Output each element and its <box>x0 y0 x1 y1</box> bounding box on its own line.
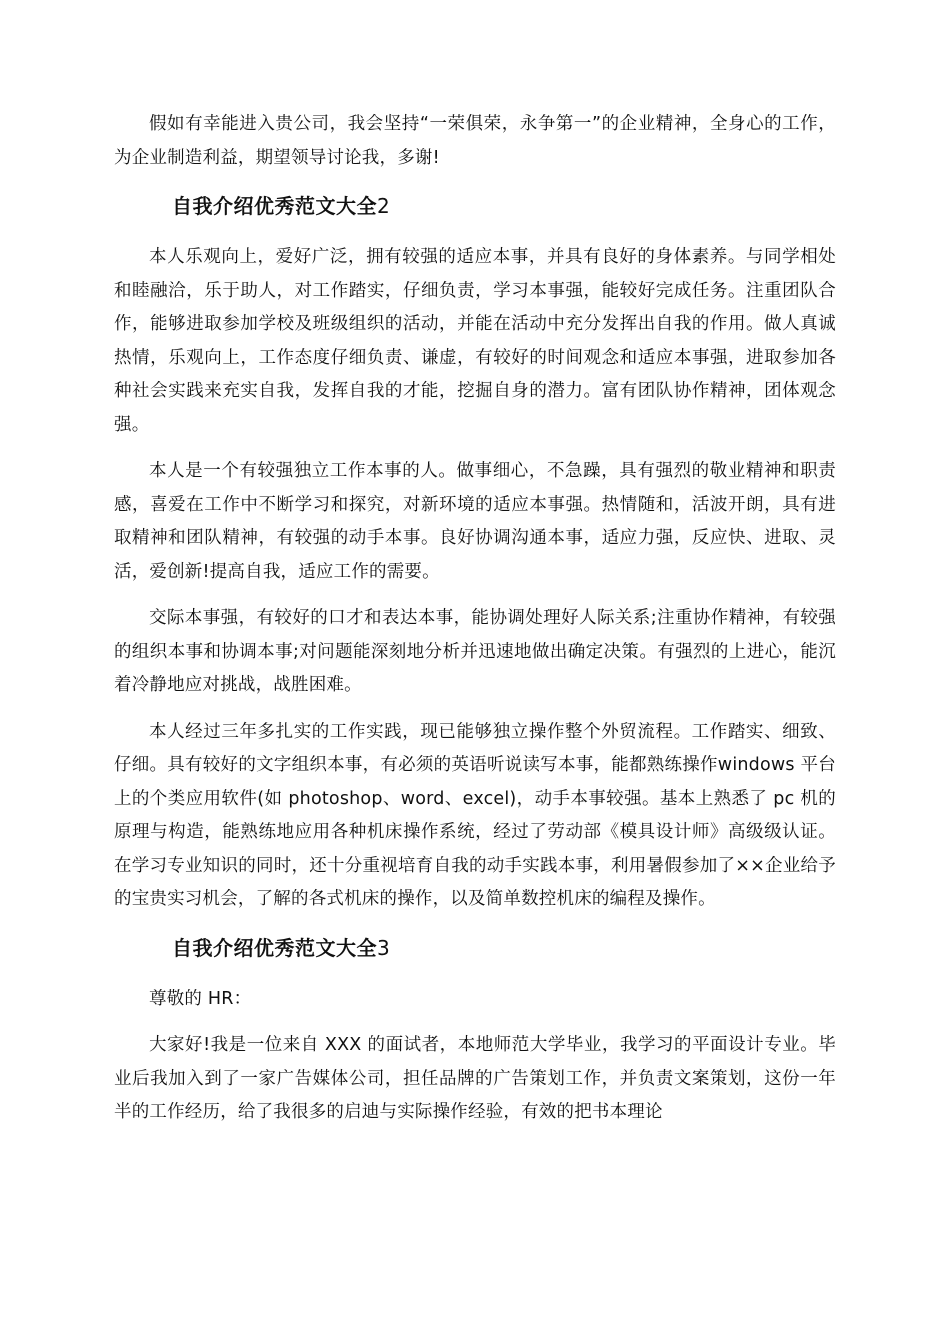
section-2-number: 2 <box>377 194 391 218</box>
intro-closing-paragraph: 假如有幸能进入贵公司，我会坚持“一荣俱荣，永争第一”的企业精神，全身心的工作，为企业制造利益，期望领导讨论我，多谢! <box>114 114 836 168</box>
section-2-heading <box>114 188 836 224</box>
section-3-heading <box>114 930 836 966</box>
section-2-title: 自我介绍优秀范文大全 <box>172 194 377 218</box>
section-2-paragraph-3: 交际本事强，有较好的口才和表达本事，能协调处理好人际关系;注重协作精神，有较强的组织本事和协调本事;对问题能深刻地分析并迅速地做出确定决策。有强烈的上进心，能沉着冷静地应对挑战，战胜困难。 <box>114 608 836 695</box>
document-page <box>114 108 836 1143</box>
section-2-paragraph-1: 本人乐观向上，爱好广泛，拥有较强的适应本事，并具有良好的身体素养。与同学相处和睦融洽，乐于助人，对工作踏实，仔细负责，学习本事强，能较好完成任务。注重团队合作，能够进取参加学校及班级组织的活动，并能在活动中充分发挥出自我的作用。做人真诚热情，乐观向上，工作态度仔细负责、谦虚，有较好的时间观念和适应本事强，进取参加各种社会实践来充实自我，发挥自我的才能，挖掘自身的潜力。富有团队协作精神，团体观念强。 <box>114 247 836 435</box>
section-3-salutation: 尊敬的 HR： <box>149 988 252 1009</box>
section-2-paragraph-2: 本人是一个有较强独立工作本事的人。做事细心，不急躁，具有强烈的敬业精神和职责感，喜爱在工作中不断学习和探究，对新环境的适应本事强。热情随和，活波开朗，具有进取精神和团队精神，有较强的动手本事。良好协调沟通本事，适应力强，反应快、进取、灵活，爱创新!提高自我，适应工作的需要。 <box>114 461 836 582</box>
section-2-paragraph-4: 本人经过三年多扎实的工作实践，现已能够独立操作整个外贸流程。工作踏实、细致、仔细。具有较好的文字组织本事，有必须的英语听说读写本事，能都熟练操作windows 平台上的个类应用软件(如 photoshop、word、excel)，动手本事较强。基本上熟悉了 pc 机的原理与构造，能熟练地应用各种机床操作系统，经过了劳动部《模具设计师》高级级认证。在学习专业知识的同时，还十分重视培育自我的动手实践本事，利用暑假参加了××企业给予的宝贵实习机会，了解的各式机床的操作，以及简单数控机床的编程及操作。 <box>114 721 836 909</box>
section-3-title: 自我介绍优秀范文大全 <box>172 935 377 960</box>
section-3-number: 3 <box>377 935 391 960</box>
section-3-paragraph-1: 大家好!我是一位来自 XXX 的面试者，本地师范大学毕业，我学习的平面设计专业。毕业后我加入到了一家广告媒体公司，担任品牌的广告策划工作，并负责文案策划，这份一年半的工作经历，给了我很多的启迪与实际操作经验，有效的把书本理论 <box>114 1035 836 1122</box>
